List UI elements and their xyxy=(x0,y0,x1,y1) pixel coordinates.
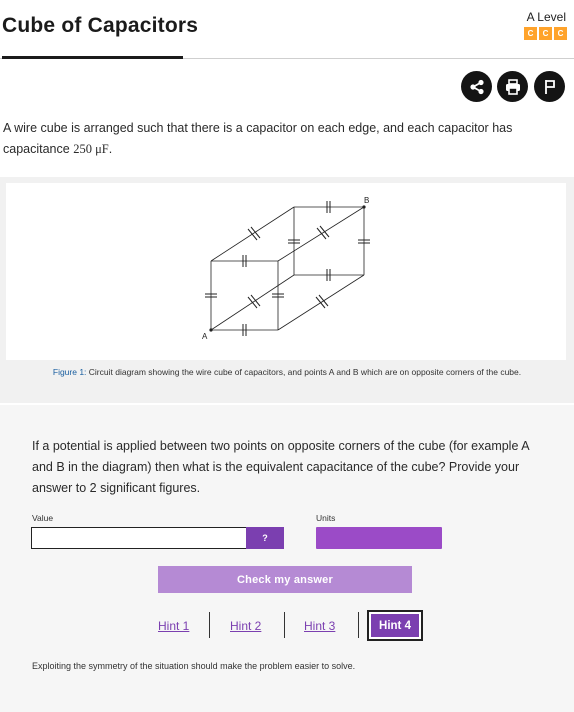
level-badge: C xyxy=(554,27,567,40)
level-badge: C xyxy=(539,27,552,40)
help-button[interactable]: ? xyxy=(246,527,284,549)
print-icon xyxy=(504,78,522,96)
capacitance-value: 250 μF xyxy=(73,142,109,156)
hint-divider xyxy=(358,612,359,638)
cube-capacitor-diagram xyxy=(6,183,566,360)
tab-hint-4[interactable] xyxy=(367,610,423,641)
figure-caption: Figure 1: Circuit diagram showing the wire cube of capacitors, and points A and B which are on opposite corners of the cube. xyxy=(52,367,522,377)
tab-hint-2[interactable]: Hint 2 xyxy=(230,619,262,633)
hint-divider xyxy=(209,612,210,638)
hint-divider xyxy=(284,612,285,638)
figure-canvas xyxy=(6,183,566,360)
units-label: Units xyxy=(316,513,336,523)
value-input[interactable] xyxy=(31,527,253,549)
question-text: If a potential is applied between two points on opposite corners of the cube (for example A and B in the diagram) then what is the equivalent capacitance of the cube? Provide your answer to 2 significant figures. xyxy=(32,439,529,495)
units-select[interactable] xyxy=(316,527,442,549)
level-label: A Level xyxy=(526,10,566,24)
value-label: Value xyxy=(32,513,54,523)
title-underline xyxy=(2,56,183,59)
intro-text: A wire cube is arranged such that there is a capacitor on each edge, and each capacitor has capacitance 250 μF. xyxy=(3,121,513,156)
point-a-label: A xyxy=(202,332,208,341)
share-icon xyxy=(468,78,486,96)
tab-hint-1[interactable]: Hint 1 xyxy=(158,619,190,633)
share-button[interactable] xyxy=(461,71,492,102)
level-badge: C xyxy=(524,27,537,40)
tab-hint-3[interactable]: Hint 3 xyxy=(304,619,336,633)
check-answer-button[interactable]: Check my answer xyxy=(158,566,412,593)
flag-icon xyxy=(541,78,559,96)
print-button[interactable] xyxy=(497,71,528,102)
flag-button[interactable] xyxy=(534,71,565,102)
page-title: Cube of Capacitors xyxy=(2,14,199,37)
tab-hint-4-label: Hint 4 xyxy=(371,614,419,637)
level-badges xyxy=(524,27,567,40)
point-b-label: B xyxy=(364,196,370,205)
hint-content: Exploiting the symmetry of the situation should make the problem easier to solve. xyxy=(32,661,356,671)
